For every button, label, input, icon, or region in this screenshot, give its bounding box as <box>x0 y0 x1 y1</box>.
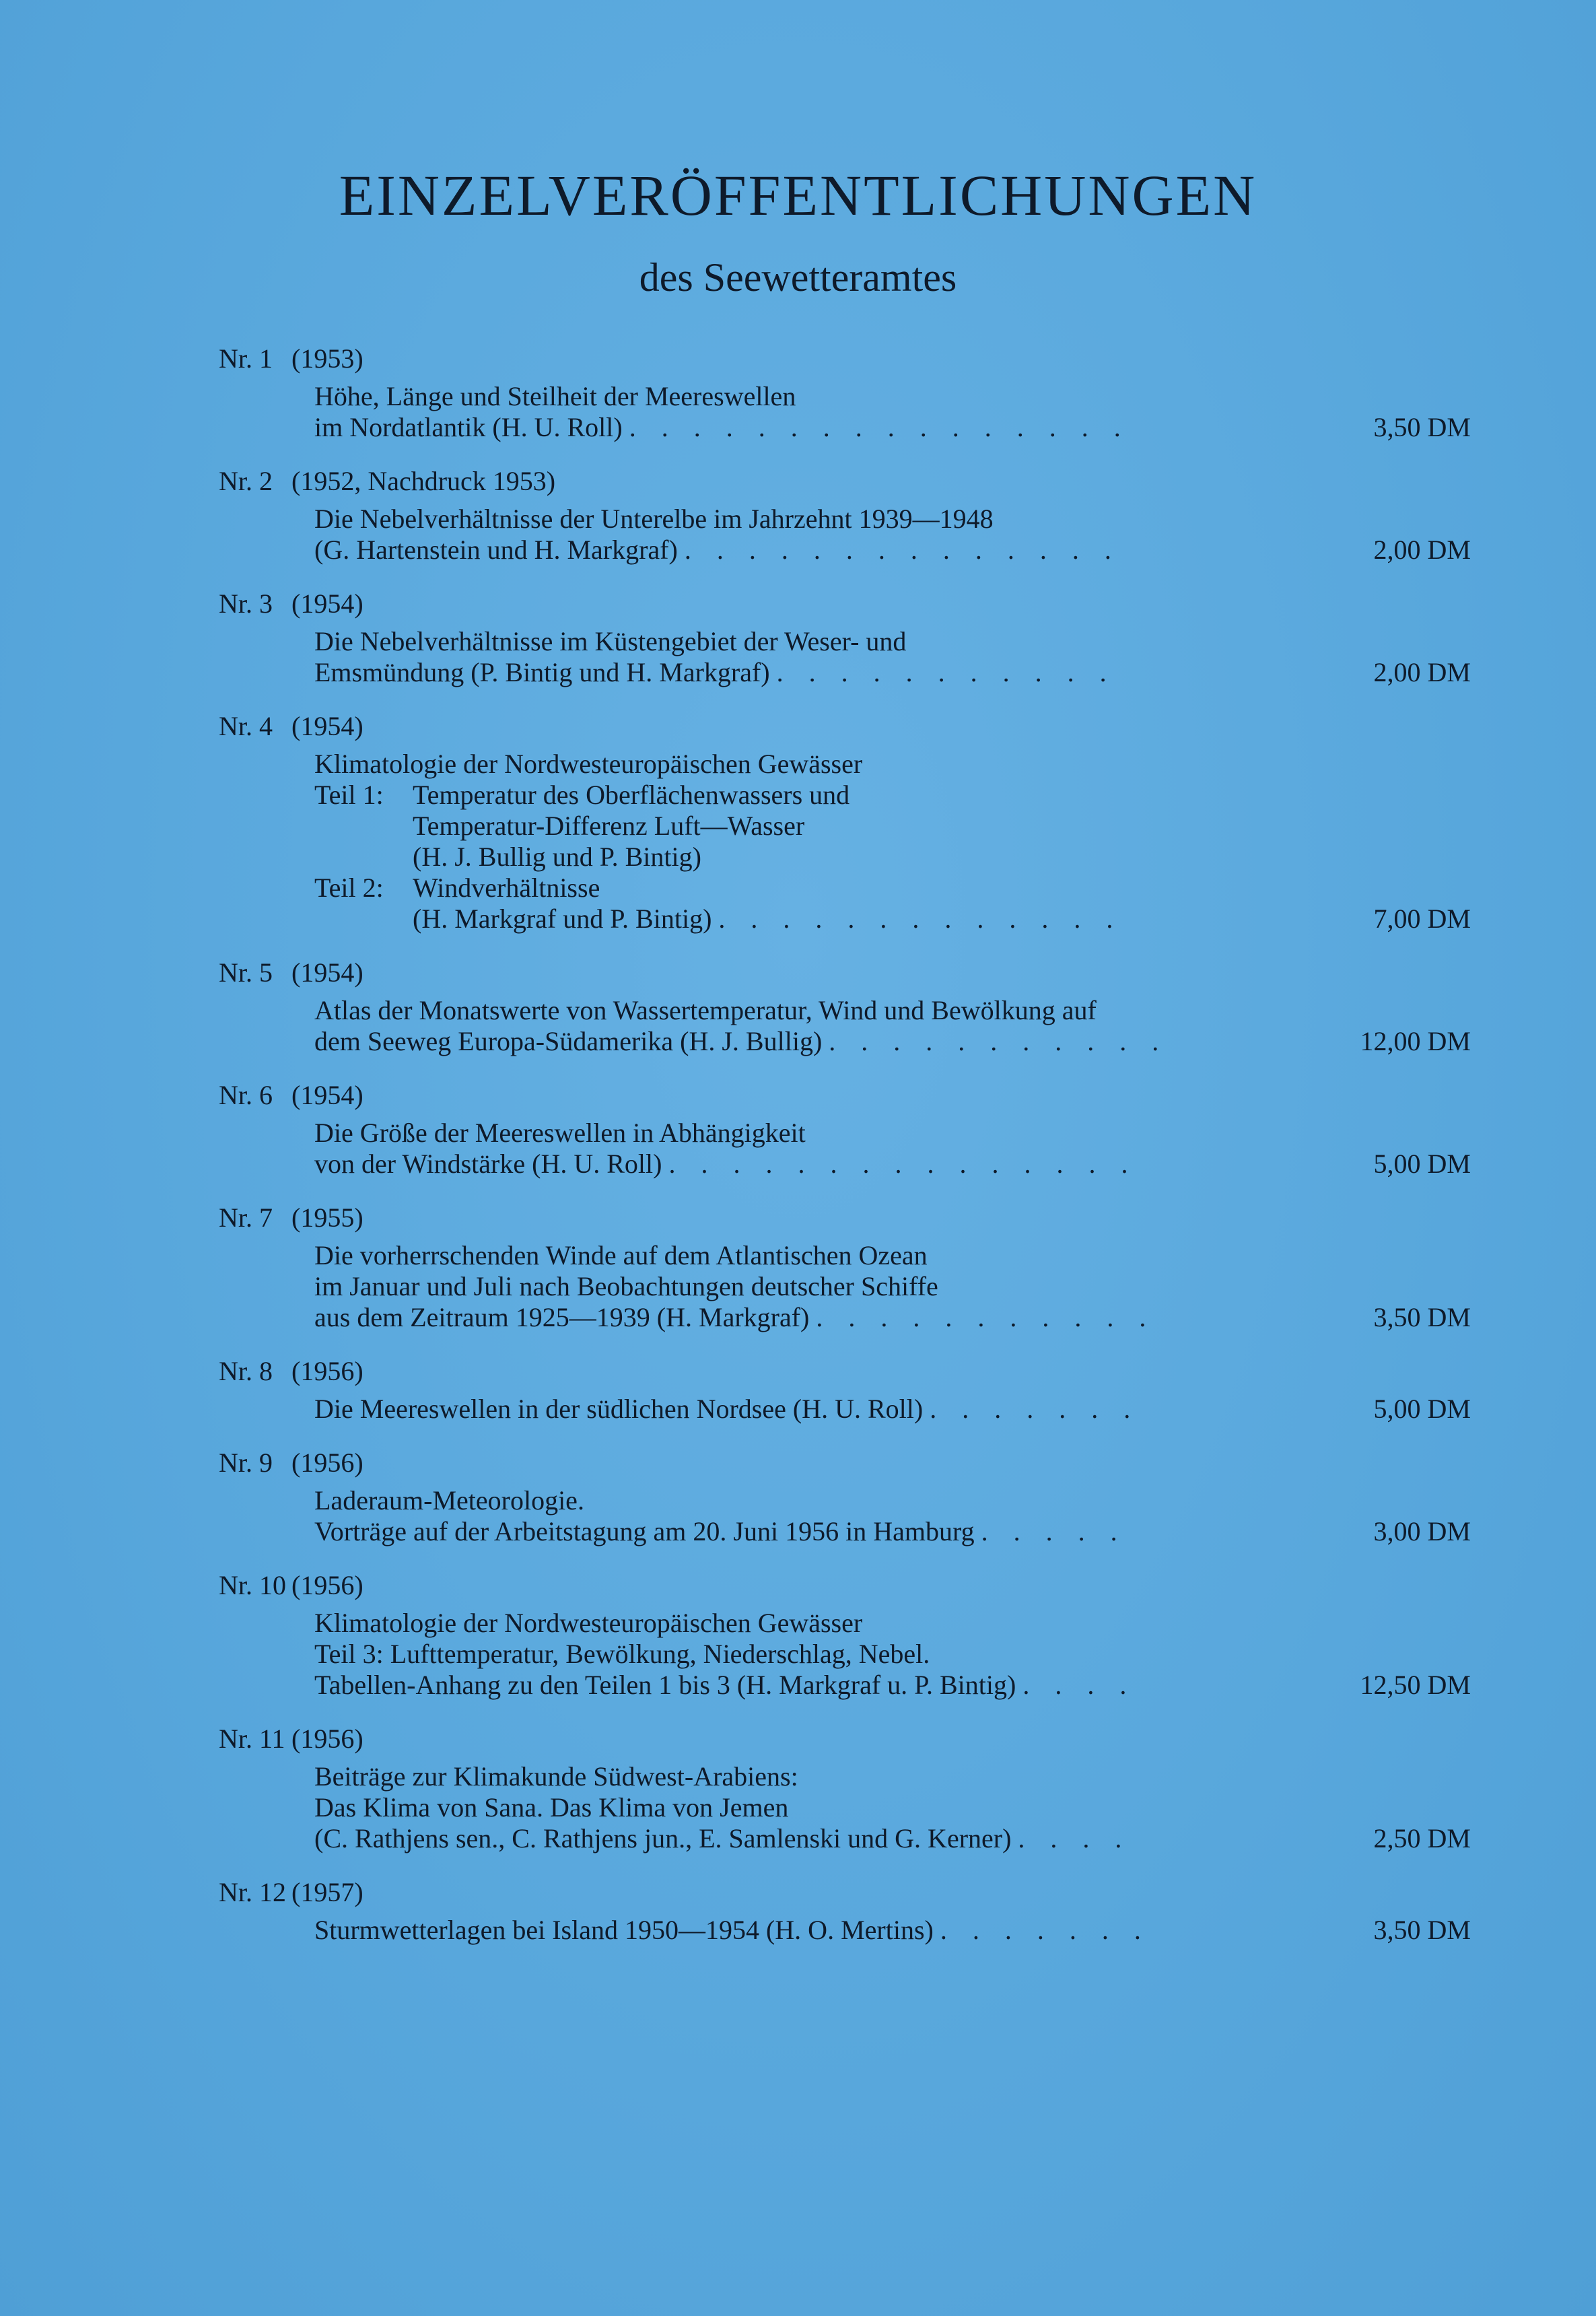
entry-price: 3,00 DM <box>1373 1516 1471 1546</box>
publication-entry <box>219 1448 1471 1547</box>
entry-number: Nr. 2 <box>219 466 273 496</box>
entry-title-last: (C. Rathjens sen., C. Rathjens jun., E. Samlenski und G. Kerner) <box>314 1823 1012 1853</box>
entry-title-last: aus dem Zeitraum 1925—1939 (H. Markgraf) <box>314 1302 810 1332</box>
entry-title: Atlas der Monatswerte von Wassertemperatur, Wind und Bewölkung auf <box>314 995 1097 1025</box>
entry-title: (H. J. Bullig und P. Bintig) <box>413 842 701 872</box>
entry-title: Die Nebelverhältnisse der Unterelbe im Jahrzehnt 1939—1948 <box>314 504 994 534</box>
dot-leader: . . . . <box>1018 1823 1132 1853</box>
dot-leader: . . . . . . . . . . . <box>816 1302 1156 1332</box>
entry-year: (1954) <box>291 1080 363 1110</box>
dot-leader: . . . . . . . . . . . . . . <box>684 535 1121 565</box>
teil-label: Teil 2: <box>314 873 384 903</box>
publication-entry <box>219 1356 1471 1425</box>
dot-leader: . . . . . . . . . . . . . . . . <box>629 412 1130 442</box>
entry-number: Nr. 1 <box>219 343 273 374</box>
entry-title-last: Die Meereswellen in der südlichen Nordsee (H. U. Roll) <box>314 1394 924 1424</box>
publication-entry <box>219 466 1471 566</box>
entry-price: 3,50 DM <box>1373 412 1471 442</box>
entry-year: (1954) <box>291 588 363 619</box>
entry-title: Laderaum-Meteorologie. <box>314 1485 584 1515</box>
publication-list <box>219 343 1471 1969</box>
entry-price: 7,00 DM <box>1373 904 1471 934</box>
entry-number: Nr. 11 <box>219 1724 285 1754</box>
dot-leader: . . . . <box>1022 1670 1136 1700</box>
page-title: EINZELVERÖFFENTLICHUNGEN <box>339 163 1257 228</box>
entry-number: Nr. 9 <box>219 1448 273 1478</box>
entry-price: 2,00 DM <box>1373 535 1471 565</box>
entry-title-last: Sturmwetterlagen bei Island 1950—1954 (H. O. Mertins) <box>314 1915 934 1945</box>
entry-price: 5,00 DM <box>1373 1149 1471 1179</box>
publication-entry <box>219 1724 1471 1854</box>
entry-number: Nr. 3 <box>219 588 273 619</box>
entry-number: Nr. 4 <box>219 711 273 741</box>
entry-year: (1954) <box>291 711 363 741</box>
publication-entry <box>219 1877 1471 1946</box>
entry-number: Nr. 8 <box>219 1356 273 1386</box>
entry-year: (1953) <box>291 343 363 374</box>
teil-label: Teil 1: <box>314 780 384 810</box>
entry-year: (1956) <box>291 1570 363 1600</box>
entry-title: im Januar und Juli nach Beobachtungen deutscher Schiffe <box>314 1271 938 1301</box>
dot-leader: . . . . . . . . . . . . . <box>718 904 1123 934</box>
entry-title: Die vorherrschenden Winde auf dem Atlantischen Ozean <box>314 1240 928 1270</box>
publication-entry <box>219 1202 1471 1333</box>
dot-leader: . . . . . . . . . . . . . . . <box>668 1149 1138 1179</box>
entry-title-last: (H. Markgraf und P. Bintig) <box>413 904 712 934</box>
entry-year: (1952, Nachdruck 1953) <box>291 466 556 496</box>
entry-title-last: von der Windstärke (H. U. Roll) <box>314 1149 662 1179</box>
entry-title: Die Größe der Meereswellen in Abhängigkeit <box>314 1118 806 1148</box>
dot-leader: . . . . . . . . . . . <box>829 1026 1169 1056</box>
entry-year: (1956) <box>291 1724 363 1754</box>
entry-title: Teil 3: Lufttemperatur, Bewölkung, Niederschlag, Nebel. <box>314 1639 930 1669</box>
entry-year: (1957) <box>291 1877 363 1907</box>
entry-title: Klimatologie der Nordwesteuropäischen Gewässer <box>314 1608 863 1638</box>
entry-title: Temperatur-Differenz Luft—Wasser <box>413 811 805 841</box>
entry-title-last: Tabellen-Anhang zu den Teilen 1 bis 3 (H. Markgraf u. P. Bintig) <box>314 1670 1016 1700</box>
entry-number: Nr. 10 <box>219 1570 286 1600</box>
entry-year: (1955) <box>291 1202 363 1233</box>
entry-title-last: (G. Hartenstein und H. Markgraf) <box>314 535 678 565</box>
dot-leader: . . . . . <box>981 1516 1127 1546</box>
entry-title: Beiträge zur Klimakunde Südwest-Arabiens: <box>314 1761 798 1792</box>
publication-entry <box>219 343 1471 443</box>
entry-title: Klimatologie der Nordwesteuropäischen Gewässer <box>314 749 863 779</box>
entry-title-last: Vorträge auf der Arbeitstagung am 20. Juni 1956 in Hamburg <box>314 1516 975 1546</box>
entry-year: (1956) <box>291 1448 363 1478</box>
entry-title: Windverhältnisse <box>413 873 600 903</box>
entry-number: Nr. 5 <box>219 957 273 988</box>
entry-title: Temperatur des Oberflächenwassers und <box>413 780 850 810</box>
entry-title-last: im Nordatlantik (H. U. Roll) <box>314 412 623 442</box>
entry-number: Nr. 12 <box>219 1877 286 1907</box>
dot-leader: . . . . . . . <box>940 1915 1150 1945</box>
dot-leader: . . . . . . . <box>930 1394 1140 1424</box>
dot-leader: . . . . . . . . . . . <box>776 657 1116 687</box>
entry-price: 5,00 DM <box>1373 1394 1471 1424</box>
entry-title: Das Klima von Sana. Das Klima von Jemen <box>314 1792 789 1823</box>
entry-price: 3,50 DM <box>1373 1915 1471 1945</box>
entry-title-last: Emsmündung (P. Bintig und H. Markgraf) <box>314 657 770 687</box>
entry-year: (1954) <box>291 957 363 988</box>
entry-title: Die Nebelverhältnisse im Küstengebiet der Weser- und <box>314 626 907 656</box>
entry-price: 12,50 DM <box>1360 1670 1471 1700</box>
publication-entry <box>219 711 1471 934</box>
entry-title: Höhe, Länge und Steilheit der Meereswellen <box>314 381 796 411</box>
publication-entry <box>219 957 1471 1057</box>
entry-price: 3,50 DM <box>1373 1302 1471 1332</box>
page-subtitle: des Seewetteramtes <box>639 255 957 300</box>
entry-number: Nr. 6 <box>219 1080 273 1110</box>
publication-entry <box>219 1080 1471 1180</box>
entry-year: (1956) <box>291 1356 363 1386</box>
entry-number: Nr. 7 <box>219 1202 273 1233</box>
publication-entry <box>219 588 1471 688</box>
entry-price: 2,00 DM <box>1373 657 1471 687</box>
entry-title-last: dem Seeweg Europa-Südamerika (H. J. Bullig) <box>314 1026 823 1056</box>
entry-price: 2,50 DM <box>1373 1823 1471 1853</box>
publication-entry <box>219 1570 1471 1701</box>
entry-price: 12,00 DM <box>1360 1026 1471 1056</box>
